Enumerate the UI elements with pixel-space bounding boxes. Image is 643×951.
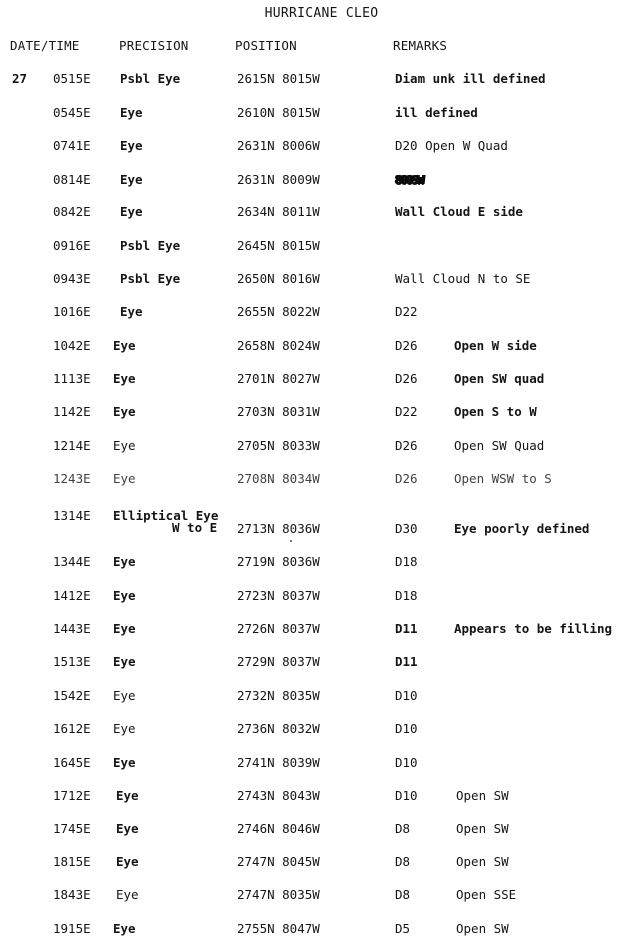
precision-cell: Eye [113, 688, 136, 703]
table-row [0, 370, 643, 390]
precision-cell: Eye [120, 172, 143, 187]
precision-cell: Elliptical Eye [113, 508, 219, 523]
page-title: HURRICANE CLEO [264, 6, 379, 21]
time-cell: 0943E [53, 271, 91, 286]
precision-cell: Eye [113, 721, 136, 736]
time-cell: 1412E [53, 588, 91, 603]
header-precision: PRECISION [119, 38, 189, 53]
position-cell: 2631N 8009W [237, 172, 320, 187]
remarks-cell: D20 Open W Quad [395, 138, 508, 153]
position-cell: 2747N 8045W [237, 854, 320, 869]
time-cell: 1542E [53, 688, 91, 703]
remarks-cell: Wall Cloud E side [395, 204, 523, 219]
position-cell: 2650N 8016W [237, 271, 320, 286]
position-cell: 2732N 8035W [237, 688, 320, 703]
remarks-cell: D22 [395, 304, 418, 319]
precision-cell: Psbl Eye [120, 238, 181, 253]
table-row [0, 553, 643, 573]
table-row [0, 104, 643, 124]
time-cell: 1745E [53, 821, 91, 836]
precision-cell: Eye [116, 887, 139, 902]
table-row [0, 620, 643, 640]
table-row [0, 853, 643, 873]
header-remarks: REMARKS [393, 38, 448, 53]
ink-speck [290, 540, 292, 542]
remarks-cell: D22 [395, 404, 418, 419]
position-cell: 2746N 8046W [237, 821, 320, 836]
table-row [0, 820, 643, 840]
table-row [0, 920, 643, 940]
remarks-cell: D26 [395, 438, 418, 453]
remarks-detail: Open W side [454, 338, 537, 353]
time-cell: 1612E [53, 721, 91, 736]
remarks-cell: D8 [395, 854, 411, 869]
remarks-cell: D26 [395, 471, 418, 486]
position-cell: 2729N 8037W [237, 654, 320, 669]
position-cell: 2708N 8034W [237, 471, 320, 486]
precision-cell: Eye [120, 304, 143, 319]
position-cell: 2615N 8015W [237, 71, 320, 86]
position-cell: 2713N 8036W [237, 521, 320, 536]
position-cell: 2701N 8027W [237, 371, 320, 386]
precision-cell: Eye [120, 105, 143, 120]
remarks-detail: Open SW [456, 788, 509, 803]
remarks-cell: Wall Cloud N to SE [395, 271, 531, 286]
header-date-time: DATE/TIME [10, 38, 80, 53]
table-row [0, 687, 643, 707]
day-cell: 27 [12, 71, 28, 86]
remarks-cell: D10 [395, 788, 418, 803]
position-cell: 2610N 8015W [237, 105, 320, 120]
precision-cell: Eye [113, 371, 136, 386]
table-row [0, 171, 643, 191]
precision-cell: Eye [113, 921, 136, 936]
table-row-continuation [0, 520, 643, 540]
table-row [0, 720, 643, 740]
remarks-detail: Open SW [456, 821, 509, 836]
time-cell: 1344E [53, 554, 91, 569]
precision-cell: Eye [113, 438, 136, 453]
time-cell: 1513E [53, 654, 91, 669]
table-row [0, 754, 643, 774]
remarks-detail: Open SSE [456, 887, 517, 902]
time-cell: 0842E [53, 204, 91, 219]
time-cell: 0741E [53, 138, 91, 153]
remarks-cell: D30 [395, 521, 418, 536]
precision-cell: Psbl Eye [120, 71, 181, 86]
time-cell: 0814E [53, 172, 91, 187]
remarks-detail: Open WSW to S [454, 471, 552, 486]
time-cell: 0545E [53, 105, 91, 120]
time-cell: 1243E [53, 471, 91, 486]
table-row [0, 270, 643, 290]
precision-cell: Eye [120, 204, 143, 219]
time-cell: 1113E [53, 371, 91, 386]
header-position: POSITION [235, 38, 297, 53]
remarks-detail: Open SW Quad [454, 438, 545, 453]
precision-cell-line2: W to E [172, 520, 218, 535]
remarks-cell: Diam unk ill defined [395, 71, 546, 86]
time-cell: 1314E [53, 508, 91, 523]
remarks-cell: D11 [395, 654, 418, 669]
position-cell: 2705N 8033W [237, 438, 320, 453]
remarks-cell: D10 [395, 721, 418, 736]
time-cell: 1142E [53, 404, 91, 419]
remarks-cell: D8 [395, 887, 411, 902]
remarks-cell: D10 [395, 755, 418, 770]
remarks-cell: D10 [395, 688, 418, 703]
precision-cell: Eye [113, 654, 136, 669]
table-row [0, 137, 643, 157]
precision-cell: Eye [113, 338, 136, 353]
time-cell: 1042E [53, 338, 91, 353]
table-row [0, 303, 643, 323]
precision-cell: Eye [113, 404, 136, 419]
table-row [0, 587, 643, 607]
position-cell: 2743N 8043W [237, 788, 320, 803]
position-cell: 2703N 8031W [237, 404, 320, 419]
position-cell: 2631N 8006W [237, 138, 320, 153]
table-row [0, 403, 643, 423]
precision-cell: Eye [113, 621, 136, 636]
table-row [0, 437, 643, 457]
remarks-detail: Open S to W [454, 404, 537, 419]
precision-cell: Eye [116, 821, 139, 836]
table-row [0, 237, 643, 257]
remarks-detail: Open SW quad [454, 371, 545, 386]
position-cell: 2658N 8024W [237, 338, 320, 353]
table-row [0, 787, 643, 807]
remarks-cell: D18 [395, 554, 418, 569]
time-cell: 1443E [53, 621, 91, 636]
time-cell: 1915E [53, 921, 91, 936]
precision-cell: Psbl Eye [120, 271, 181, 286]
time-cell: 0916E [53, 238, 91, 253]
time-cell: 1016E [53, 304, 91, 319]
time-cell: 1843E [53, 887, 91, 902]
precision-cell: Eye [116, 788, 139, 803]
position-cell: 2719N 8036W [237, 554, 320, 569]
remarks-detail: Open SW [456, 921, 509, 936]
position-cell: 2741N 8039W [237, 755, 320, 770]
table-row [0, 886, 643, 906]
remarks-detail: Eye poorly defined [454, 521, 590, 536]
time-cell: 1214E [53, 438, 91, 453]
remarks-cell: D8 [395, 821, 411, 836]
precision-cell: Eye [113, 471, 136, 486]
table-row [0, 337, 643, 357]
position-cell: 2723N 8037W [237, 588, 320, 603]
remarks-cell: D26 [395, 338, 418, 353]
time-cell: 1645E [53, 755, 91, 770]
time-cell: 1712E [53, 788, 91, 803]
position-cell: 2645N 8015W [237, 238, 320, 253]
position-cell: 2655N 8022W [237, 304, 320, 319]
remarks-cell: D5 [395, 921, 411, 936]
remarks-cell: D26 [395, 371, 418, 386]
remarks-detail: Appears to be filling [454, 621, 613, 636]
precision-cell: Eye [113, 755, 136, 770]
position-cell: 2747N 8035W [237, 887, 320, 902]
time-cell: 0515E [53, 71, 91, 86]
overstruck-remark: 8009W [395, 172, 423, 187]
remarks-detail: Open SW [456, 854, 509, 869]
table-row [0, 70, 643, 90]
precision-cell: Eye [116, 854, 139, 869]
table-row [0, 470, 643, 490]
precision-cell: Eye [120, 138, 143, 153]
remarks-cell: D18 [395, 588, 418, 603]
position-cell: 2755N 8047W [237, 921, 320, 936]
precision-cell: Eye [113, 588, 136, 603]
remarks-cell: D11 [395, 621, 418, 636]
table-row [0, 653, 643, 673]
table-row [0, 203, 643, 223]
remarks-cell: ill defined [395, 105, 478, 120]
position-cell: 2634N 8011W [237, 204, 320, 219]
precision-cell: Eye [113, 554, 136, 569]
time-cell: 1815E [53, 854, 91, 869]
position-cell: 2736N 8032W [237, 721, 320, 736]
position-cell: 2726N 8037W [237, 621, 320, 636]
